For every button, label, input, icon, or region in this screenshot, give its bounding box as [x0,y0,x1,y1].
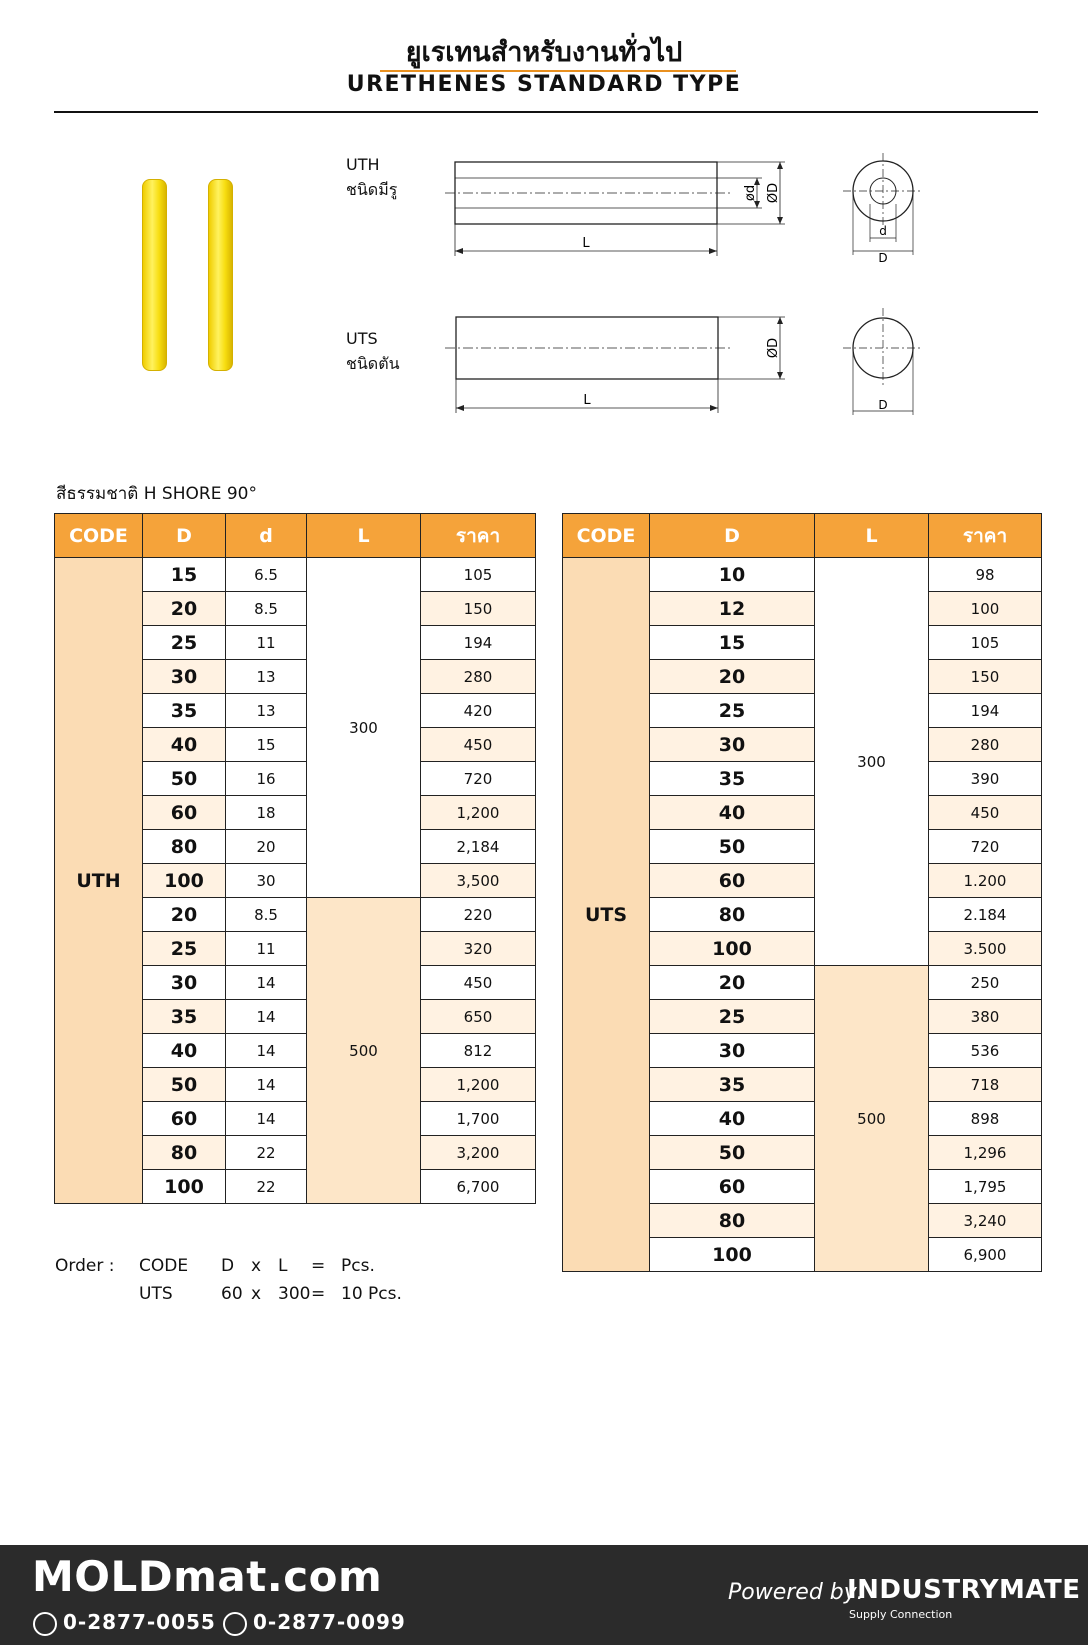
row-price: 380 [929,1000,1042,1034]
row-outer-diameter: 25 [143,626,226,660]
order-format-d: D [221,1256,235,1276]
order-example-equals: = [311,1284,326,1304]
header-inner-diameter: d [226,514,307,558]
order-example-row [55,1284,402,1312]
row-outer-diameter: 50 [143,762,226,796]
row-price: 720 [929,830,1042,864]
page-title-thai: ยูเรเทนสำหรับงานทั่วไป [405,37,683,68]
order-format-pcs: Pcs. [341,1256,375,1276]
row-outer-diameter: 80 [143,830,226,864]
row-price: 280 [929,728,1042,762]
row-outer-diameter: 100 [143,864,226,898]
row-outer-diameter: 15 [650,626,815,660]
row-outer-diameter: 20 [143,592,226,626]
row-outer-diameter: 20 [650,660,815,694]
row-price: 98 [929,558,1042,592]
urethane-rod-image [142,179,167,371]
row-price: 3,200 [421,1136,536,1170]
row-price: 2,184 [421,830,536,864]
row-outer-diameter: 80 [650,1204,815,1238]
row-price: 718 [929,1068,1042,1102]
row-price: 280 [421,660,536,694]
row-code: UTH [55,558,143,1204]
row-outer-diameter: 40 [143,728,226,762]
uts-price-table [562,513,1042,1272]
row-outer-diameter: 25 [650,694,815,728]
row-inner-diameter: 14 [226,966,307,1000]
row-inner-diameter: 15 [226,728,307,762]
uth-code-label: UTH [346,155,380,174]
order-format-code: CODE [139,1256,189,1276]
row-outer-diameter: 35 [143,1000,226,1034]
uts-type-label: ชนิดตัน [346,354,400,373]
row-price: 1.200 [929,864,1042,898]
row-outer-diameter: 15 [143,558,226,592]
row-outer-diameter: 50 [650,830,815,864]
row-price: 650 [421,1000,536,1034]
row-price: 194 [929,694,1042,728]
uts-code-label: UTS [346,329,378,348]
header-length: L [307,514,421,558]
row-price: 3,500 [421,864,536,898]
table-header-row [55,514,536,558]
uts-length-label: L [583,393,591,408]
order-format-equals: = [311,1256,326,1276]
row-outer-diameter: 60 [650,864,815,898]
order-format-l: L [278,1256,288,1276]
row-price: 6,700 [421,1170,536,1204]
row-outer-diameter: 40 [143,1034,226,1068]
row-outer-diameter: 30 [143,966,226,1000]
order-format-x: x [251,1256,262,1276]
row-inner-diameter: 20 [226,830,307,864]
row-inner-diameter: 30 [226,864,307,898]
row-price: 898 [929,1102,1042,1136]
uth-outer-dia-label: ØD [766,182,781,204]
row-outer-diameter: 35 [650,762,815,796]
table-row [55,558,536,592]
row-outer-diameter: 20 [143,898,226,932]
row-price: 1,700 [421,1102,536,1136]
uth-price-table [54,513,536,1204]
uth-end-outer-label: D [878,251,888,265]
uts-drawing-label [346,326,400,376]
row-price: 390 [929,762,1042,796]
header-price: ราคา [421,514,536,558]
row-price: 450 [929,796,1042,830]
row-price: 1,795 [929,1170,1042,1204]
row-price: 220 [421,898,536,932]
header-code: CODE [55,514,143,558]
row-inner-diameter: 14 [226,1102,307,1136]
uth-drawing-label [346,152,397,202]
row-inner-diameter: 18 [226,796,307,830]
row-inner-diameter: 22 [226,1170,307,1204]
hardness-note: สีธรรมชาติ H SHORE 90° [56,484,257,504]
row-price: 1,200 [421,796,536,830]
phone-icon [33,1612,57,1636]
row-outer-diameter: 25 [650,1000,815,1034]
uth-inner-dia-label: ød [743,184,758,202]
partner-logo: INDUSTRYMATE [847,1575,1081,1605]
row-price: 536 [929,1034,1042,1068]
partner-tagline: Supply Connection [849,1608,953,1621]
row-price: 105 [929,626,1042,660]
uts-end-view-drawing [838,305,938,420]
row-inner-diameter: 22 [226,1136,307,1170]
row-price: 1,200 [421,1068,536,1102]
product-photo [138,175,238,375]
row-price: 2.184 [929,898,1042,932]
fax-contact [223,1610,406,1636]
row-outer-diameter: 60 [143,1102,226,1136]
uts-side-drawing [440,305,800,415]
row-price: 250 [929,966,1042,1000]
fax-number: 0-2877-0099 [253,1610,406,1634]
row-inner-diameter: 14 [226,1000,307,1034]
row-outer-diameter: 60 [650,1170,815,1204]
uth-length-label: L [582,236,590,251]
row-inner-diameter: 16 [226,762,307,796]
row-inner-diameter: 11 [226,932,307,966]
row-outer-diameter: 25 [143,932,226,966]
row-price: 1,296 [929,1136,1042,1170]
uth-end-inner-label: d [879,224,887,238]
header-outer-diameter: D [650,514,815,558]
row-outer-diameter: 80 [650,898,815,932]
row-price: 150 [929,660,1042,694]
order-label: Order : [55,1256,115,1276]
row-outer-diameter: 30 [650,728,815,762]
header-outer-diameter: D [143,514,226,558]
row-outer-diameter: 40 [650,1102,815,1136]
row-price: 812 [421,1034,536,1068]
row-outer-diameter: 20 [650,966,815,1000]
brand-name: MOLDmat.com [32,1552,383,1601]
header-code: CODE [563,514,650,558]
fax-icon [223,1612,247,1636]
row-price: 450 [421,966,536,1000]
header-length: L [815,514,929,558]
uth-end-view-drawing [838,150,938,265]
powered-by-label: Powered by: [728,1580,865,1605]
row-length: 300 [307,558,421,898]
row-outer-diameter: 80 [143,1136,226,1170]
row-price: 100 [929,592,1042,626]
row-price: 194 [421,626,536,660]
row-inner-diameter: 14 [226,1034,307,1068]
row-price: 320 [421,932,536,966]
row-length: 500 [307,898,421,1204]
order-example-l: 300 [278,1284,311,1304]
uth-type-label: ชนิดมีรู [346,180,398,199]
row-price: 3.500 [929,932,1042,966]
order-example-code: UTS [139,1284,173,1304]
row-inner-diameter: 11 [226,626,307,660]
row-outer-diameter: 10 [650,558,815,592]
uts-outer-dia-label: ØD [766,337,781,359]
order-example-x: x [251,1284,262,1304]
row-inner-diameter: 13 [226,660,307,694]
row-inner-diameter: 14 [226,1068,307,1102]
uts-end-outer-label: D [878,398,888,412]
row-outer-diameter: 100 [650,1238,815,1272]
row-inner-diameter: 8.5 [226,898,307,932]
row-outer-diameter: 30 [650,1034,815,1068]
order-example-d: 60 [221,1284,243,1304]
row-outer-diameter: 50 [650,1136,815,1170]
order-example [55,1256,402,1312]
row-code: UTS [563,558,650,1272]
row-outer-diameter: 35 [143,694,226,728]
row-price: 105 [421,558,536,592]
row-inner-diameter: 13 [226,694,307,728]
table-row [563,558,1042,592]
row-outer-diameter: 100 [650,932,815,966]
row-outer-diameter: 50 [143,1068,226,1102]
order-example-pcs: 10 Pcs. [341,1284,402,1304]
phone-number: 0-2877-0055 [63,1610,216,1634]
row-price: 450 [421,728,536,762]
row-price: 420 [421,694,536,728]
row-outer-diameter: 12 [650,592,815,626]
row-inner-diameter: 8.5 [226,592,307,626]
row-price: 3,240 [929,1204,1042,1238]
table-header-row [563,514,1042,558]
row-outer-diameter: 60 [143,796,226,830]
row-price: 720 [421,762,536,796]
uth-side-drawing [440,150,800,260]
row-outer-diameter: 35 [650,1068,815,1102]
row-price: 150 [421,592,536,626]
row-inner-diameter: 6.5 [226,558,307,592]
order-format-row [55,1256,402,1284]
urethane-rod-image [208,179,233,371]
header-price: ราคา [929,514,1042,558]
page-title-english: URETHENES STANDARD TYPE [346,72,742,97]
row-length: 500 [815,966,929,1272]
row-outer-diameter: 40 [650,796,815,830]
header-divider [54,111,1038,113]
row-outer-diameter: 30 [143,660,226,694]
row-outer-diameter: 100 [143,1170,226,1204]
row-length: 300 [815,558,929,966]
row-price: 6,900 [929,1238,1042,1272]
phone-contact [33,1610,216,1636]
